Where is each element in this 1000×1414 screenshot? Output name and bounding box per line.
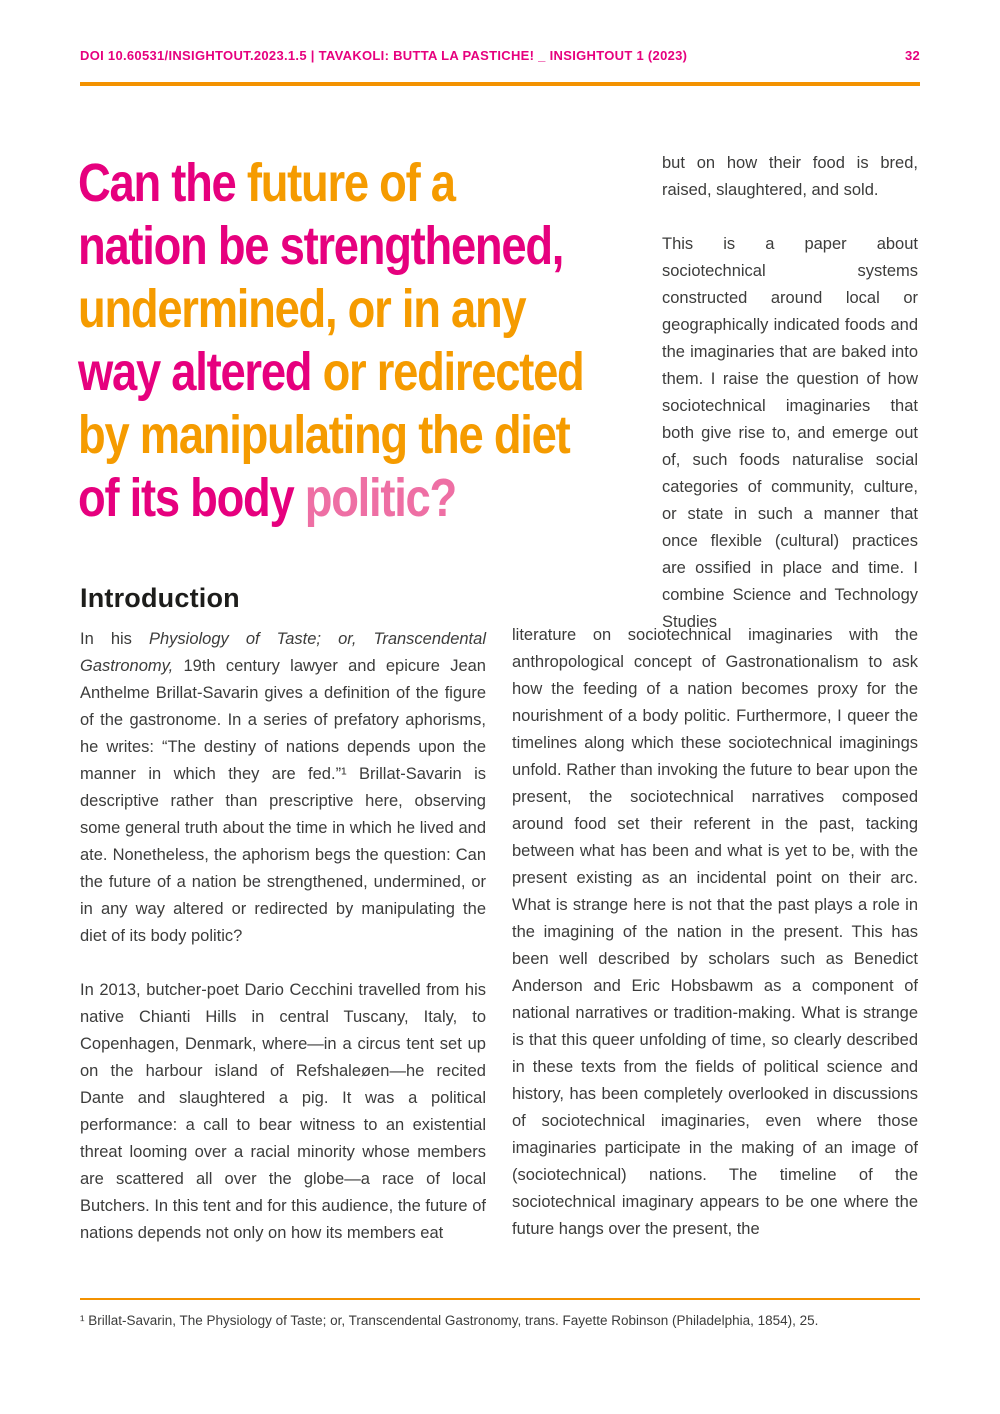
paragraph-text: 19th century lawyer and epicure Jean Anthelme Brillat-Savarin gives a definition of the figure of the gastronome. In a series of prefatory aphorisms, he writes: “The destiny of nations depends upon the manner in which they are fed.”¹ Brillat-Savarin is descriptive rather than prescriptive here, observing some general truth about the time in which he lived and ate. Nonetheless, the aphorism begs the question: Can the future of a nation be strengthened, undermined, or in any way altered or redirected by manipulating the diet of its body politic? <box>80 657 486 945</box>
title-segment: future of a <box>246 153 455 213</box>
title-line-3 <box>78 278 583 341</box>
introduction-heading: Introduction <box>80 583 240 613</box>
title-segment: or redirected <box>322 342 584 402</box>
paragraph-text: In his <box>80 630 149 648</box>
page-number: 32 <box>904 48 920 63</box>
doi-running-head: DOI 10.60531/INSIGHTOUT.2023.1.5 | TAVAKOLI: BUTTA LA PASTICHE! _ INSIGHTOUT 1 (2023) <box>80 48 688 63</box>
title-segment: politic? <box>304 468 456 528</box>
title-line-2 <box>78 215 583 278</box>
title-segment: Can the <box>78 153 247 213</box>
book-title-italic: Physiology of Taste; or, Transcendental Gastronomy, <box>80 630 486 675</box>
continuation-paragraph: but on how their food is bred, raised, slaughtered, and sold. <box>662 154 918 199</box>
title-segment: by manipulating the diet <box>78 405 570 465</box>
footnote-text: ¹ Brillat-Savarin, The Physiology of Taste; or, Transcendental Gastronomy, trans. Fayette Robinson (Philadelphia, 1854), 25. <box>80 1313 819 1328</box>
title-line-5 <box>78 404 583 467</box>
title-segment: way altered <box>78 342 323 402</box>
abstract-paragraph-continued: literature on sociotechnical imaginaries with the anthropological concept of Gastronationalism to ask how the feeding of a nation becomes proxy for the nourishment of a body politic. Furthermore, I queer the timelines along which these sociotechnical imaginings unfold. Rather than invoking the future to bear upon the present, the sociotechnical narratives composed around food set their referent in the past, tacking between what has been and what is yet to be, with the present existing as an incidental point on their arc. What is strange here is not that the past plays a role in the imagining of the nation in the present. This has been well described by scholars such as Benedict Anderson and Eric Hobsbawm as a component of national narratives or tradition-making. What is strange is that this queer unfolding of time, so clearly described in these texts from the fields of political science and history, has been completely overlooked in discussions of sociotechnical imaginaries, even where those imaginaries participate in the making of an image of (sociotechnical) nations. The timeline of the sociotechnical imaginary appears to be one where the future hangs over the present, the <box>512 626 918 1238</box>
left-column <box>80 585 486 1247</box>
article-title <box>78 152 680 530</box>
abstract-paragraph: This is a paper about sociotechnical systems constructed around local or geographically indicated foods and the imaginaries that are baked into them. I raise the question of how sociotechnical imaginaries that both give rise to, and emerge out of, such foods naturalise social categories of community, culture, or state in such a manner that once flexible (cultural) practices are ossified in place and time. I combine Science and Technology Studies <box>662 235 918 631</box>
intro-paragraph-2: In 2013, butcher-poet Dario Cecchini travelled from his native Chianti Hills in central Tuscany, Italy, to Copenhagen, Denmark, where—in a circus tent set up on the harbour island of Refshaleøen—he recited Dante and slaughtered a pig. It was a political performance: a call to bear witness to an existential threat looming over a racial minority whose members are scattered all over the globe—a race of local Butchers. In this tent and for this audience, the future of nations depends not only on how its members eat <box>80 981 486 1242</box>
intro-paragraph-1 <box>80 626 486 950</box>
title-segment: of its body <box>78 468 305 528</box>
page-header <box>80 48 920 63</box>
right-column-bottom <box>512 622 918 1243</box>
footnote-rule <box>80 1298 920 1300</box>
header-rule <box>80 82 920 86</box>
title-line-4 <box>78 341 583 404</box>
title-line-6 <box>78 467 583 530</box>
right-column-top <box>662 150 918 636</box>
title-line-1 <box>78 152 583 215</box>
title-segment: nation be strengthened, <box>78 216 564 276</box>
title-segment: undermined, or in any <box>78 279 526 339</box>
